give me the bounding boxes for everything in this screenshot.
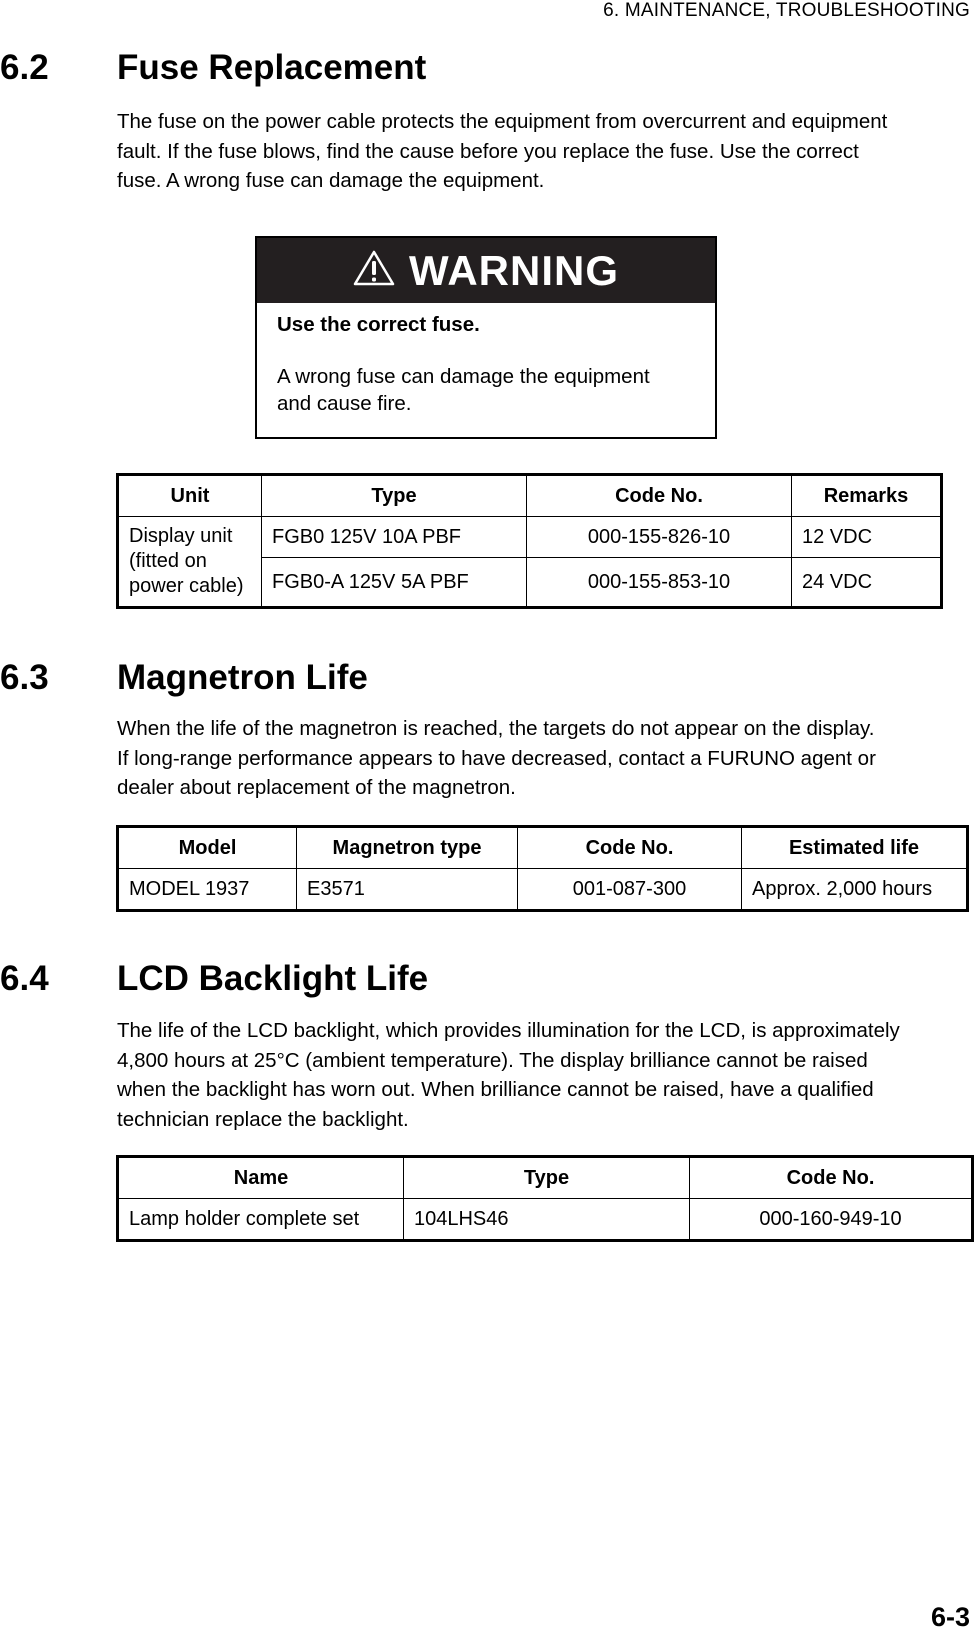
- code-cell: 000-160-949-10: [690, 1199, 973, 1241]
- code-cell: 001-087-300: [518, 869, 742, 911]
- text-line: The fuse on the power cable protects the equipment from overcurrent and equipment: [117, 110, 888, 133]
- text-line: power cable): [129, 575, 244, 597]
- text-line: fuse. A wrong fuse can damage the equipment.: [117, 169, 545, 192]
- magnetron-table: [116, 825, 969, 912]
- section-6-3-heading: [0, 658, 368, 698]
- text-line: when the backlight has worn out. When brilliance cannot be raised, have a qualified: [117, 1078, 874, 1101]
- text-line: If long-range performance appears to have decreased, contact a FURUNO agent or: [117, 746, 876, 770]
- table-header-cell: Magnetron type: [297, 827, 518, 869]
- table-header-cell: Type: [262, 475, 527, 517]
- section-title: LCD Backlight Life: [117, 959, 429, 998]
- warning-text-line: A wrong fuse can damage the equipment: [277, 365, 650, 388]
- table-header-cell: Unit: [118, 475, 262, 517]
- table-header-cell: Code No.: [690, 1157, 973, 1199]
- text-line: The life of the LCD backlight, which provides illumination for the LCD, is approximately: [117, 1019, 900, 1042]
- table-header-row: [118, 827, 968, 869]
- table-header-cell: Code No.: [518, 827, 742, 869]
- section-number: 6.2: [0, 48, 49, 87]
- warning-triangle-icon: [353, 250, 395, 291]
- type-cell: E3571: [297, 869, 518, 911]
- page-number: 6-3: [930, 1602, 970, 1632]
- table-row: [118, 1199, 973, 1241]
- table-header-cell: Model: [118, 827, 297, 869]
- warning-header: [257, 238, 715, 303]
- text-line: Display unit: [129, 525, 233, 547]
- table-header-row: [118, 475, 942, 517]
- section-number: 6.4: [0, 959, 49, 998]
- model-cell: MODEL 1937: [118, 869, 297, 911]
- type-cell: 104LHS46: [404, 1199, 690, 1241]
- backlight-table: [116, 1155, 974, 1242]
- section-number: 6.3: [0, 658, 49, 697]
- warning-label: WARNING: [409, 246, 619, 294]
- code-cell: 000-155-826-10: [527, 517, 792, 558]
- table-header-cell: Type: [404, 1157, 690, 1199]
- text-line: dealer about replacement of the magnetron.: [117, 776, 516, 799]
- type-cell: FGB0-A 125V 5A PBF: [262, 558, 527, 608]
- fuse-paragraph: [117, 107, 887, 196]
- text-line: (fitted on: [129, 550, 207, 572]
- table-row: [118, 517, 942, 558]
- section-6-2-heading: [0, 48, 426, 88]
- running-header: 6. MAINTENANCE, TROUBLESHOOTING: [603, 0, 970, 21]
- life-cell: Approx. 2,000 hours: [742, 869, 968, 911]
- type-cell: FGB0 125V 10A PBF: [262, 517, 527, 558]
- magnetron-paragraph: [117, 714, 876, 803]
- table-header-cell: Estimated life: [742, 827, 968, 869]
- code-cell: 000-155-853-10: [527, 558, 792, 608]
- table-header-cell: Name: [118, 1157, 404, 1199]
- table-row: [118, 869, 968, 911]
- text-line: When the life of the magnetron is reached, the targets do not appear on the display.: [117, 717, 875, 740]
- fuse-table: [116, 473, 943, 609]
- table-header-cell: Remarks: [792, 475, 942, 517]
- table-header-row: [118, 1157, 973, 1199]
- text-line: technician replace the backlight.: [117, 1107, 409, 1131]
- unit-cell: [118, 517, 262, 608]
- warning-heading: Use the correct fuse.: [277, 313, 480, 336]
- section-title: Magnetron Life: [117, 658, 368, 697]
- text-line: 4,800 hours at 25°C (ambient temperature). The display brilliance cannot be raised: [117, 1048, 868, 1072]
- section-title: Fuse Replacement: [117, 48, 427, 87]
- table-header-cell: Code No.: [527, 475, 792, 517]
- remarks-cell: 24 VDC: [792, 558, 942, 608]
- warning-body: [257, 303, 715, 417]
- text-line: fault. If the fuse blows, find the cause before you replace the fuse. Use the correct: [117, 139, 859, 163]
- warning-box: [255, 236, 717, 439]
- name-cell: Lamp holder complete set: [118, 1199, 404, 1241]
- warning-text-line: and cause fire.: [277, 392, 412, 415]
- backlight-paragraph: [117, 1016, 900, 1134]
- section-6-4-heading: [0, 959, 428, 999]
- remarks-cell: 12 VDC: [792, 517, 942, 558]
